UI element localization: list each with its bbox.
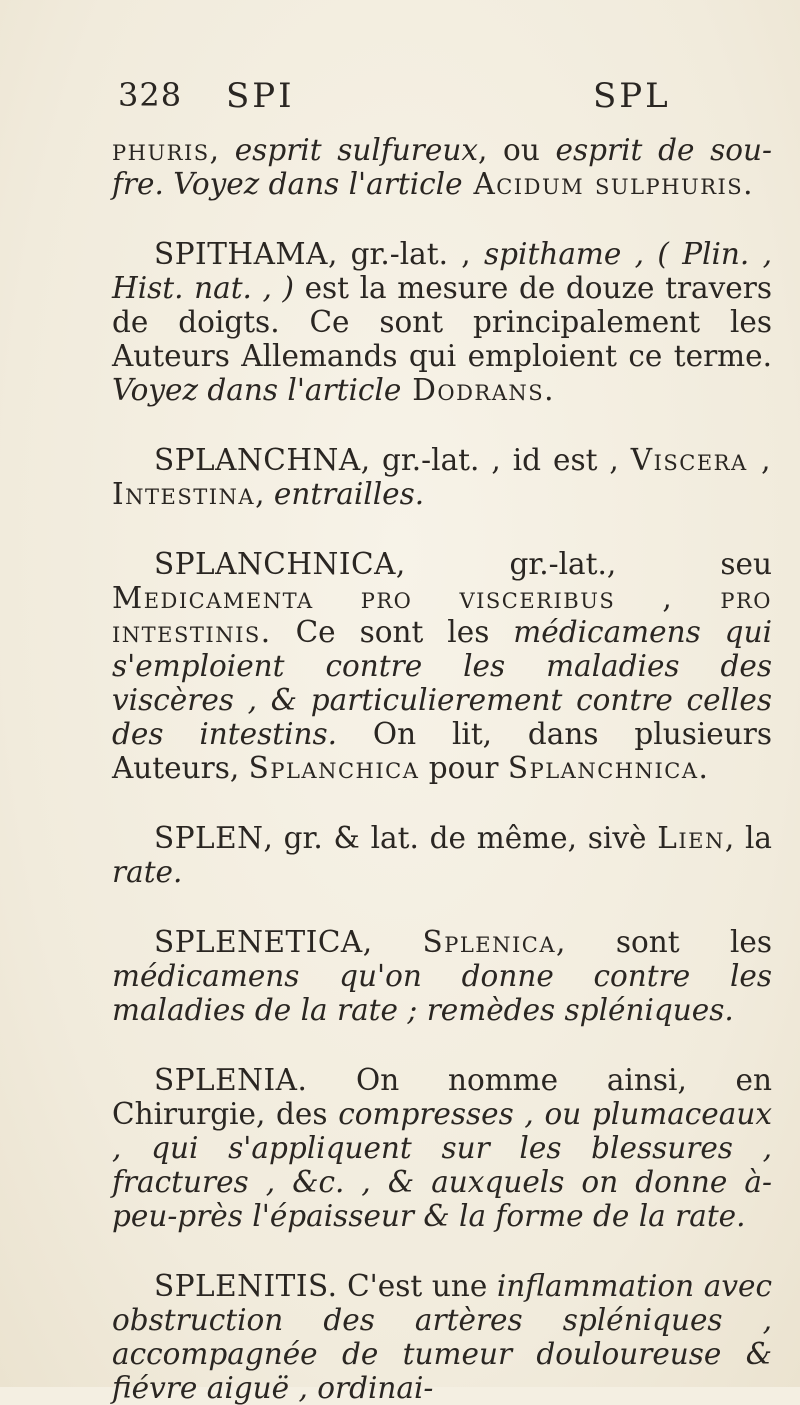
entry-text: pour <box>419 751 508 785</box>
entry-text: compresses , ou plumaceaux , qui s'appliquent sur les blessures , fractures , &c. , & auxquels on donne à-peu-près l'épaisseur & la forme de la rate. <box>112 1097 772 1233</box>
entry-text: , gr. & lat. de même, sivè <box>263 821 658 855</box>
headword: SPLENIA. <box>154 1063 308 1097</box>
entry-text: esprit sulfureux <box>234 133 478 167</box>
entry-continuation <box>112 133 772 201</box>
entry-text: médicamens qu'on donne contre les maladies de la rate ; remèdes spléniques. <box>112 959 772 1027</box>
entry-text: Acidum sulphuris. <box>462 167 755 201</box>
entry-text: entrailles. <box>273 477 425 511</box>
page-number: 328 <box>118 76 183 114</box>
entry-text: Voyez dans l'article <box>112 373 402 407</box>
entry-text: , <box>209 133 235 167</box>
entry-text: On nomme ainsi, en Chirurgie, des <box>112 1063 772 1131</box>
entry-text: Splanchnica. <box>507 751 710 785</box>
headword: SPLENITIS. <box>154 1269 338 1303</box>
headword: SPLEN <box>154 821 264 855</box>
page-header <box>118 76 740 126</box>
entry-text: rate. <box>112 855 183 889</box>
entry-text: , gr.-lat. , id est , <box>360 443 631 477</box>
entry-splanchnica <box>112 547 772 785</box>
entry-text: Dodrans. <box>401 373 556 407</box>
entry-text: Splenica <box>422 925 557 959</box>
entry-spithama <box>112 237 772 407</box>
running-head-left: SPI <box>226 76 295 116</box>
running-head-right: SPL <box>593 76 671 116</box>
entry-text: esprit de sou-fre. Voyez dans l'article <box>112 133 772 201</box>
entry-splenitis <box>112 1269 772 1405</box>
headword: SPLENETICA <box>154 925 363 959</box>
headword: SPITHAMA <box>154 237 328 271</box>
entry-text: Splanchica <box>248 751 420 785</box>
entry-text: , gr.-lat., seu <box>395 547 772 581</box>
entry-text: On lit, dans plusieurs Auteurs, <box>112 717 772 785</box>
entry-splen <box>112 821 772 889</box>
entry-text: Viscera , Intestina <box>112 443 772 511</box>
entry-text: phuris <box>112 133 210 167</box>
entry-text: , ou <box>477 133 556 167</box>
entry-splenetica <box>112 925 772 1027</box>
entry-text: médicamens qui s'emploient contre les maladies des viscères , & particulierement contre celles des intestins. <box>112 615 773 751</box>
entry-text: est la mesure de douze travers de doigts. Ce sont principalement les Auteurs Allemands qui emploient ce terme. <box>112 271 773 373</box>
entry-text: Lien <box>657 821 725 855</box>
entry-text: spithame , ( Plin. , Hist. nat. , ) <box>112 237 772 305</box>
entry-text: inflammation avec obstruction des artères spléniques , accompagnée de tumeur douloureuse & fiévre aiguë , ordinai- <box>112 1269 772 1405</box>
entry-text: , sont les <box>556 925 772 959</box>
entry-text: , <box>255 477 274 511</box>
headword: SPLANCHNICA <box>154 547 396 581</box>
entry-text: , <box>362 925 423 959</box>
entry-text: Medicamenta pro visceribus , pro intestinis. <box>112 581 772 649</box>
entry-text: , la <box>724 821 773 855</box>
entry-text: , gr.-lat. , <box>327 237 485 271</box>
headword: SPLANCHNA <box>154 443 361 477</box>
entry-text: C'est une <box>337 1269 497 1303</box>
dictionary-text <box>112 133 772 1405</box>
entry-splenia <box>112 1063 772 1233</box>
entry-splanchna <box>112 443 772 511</box>
entry-text: Ce sont les <box>271 615 514 649</box>
